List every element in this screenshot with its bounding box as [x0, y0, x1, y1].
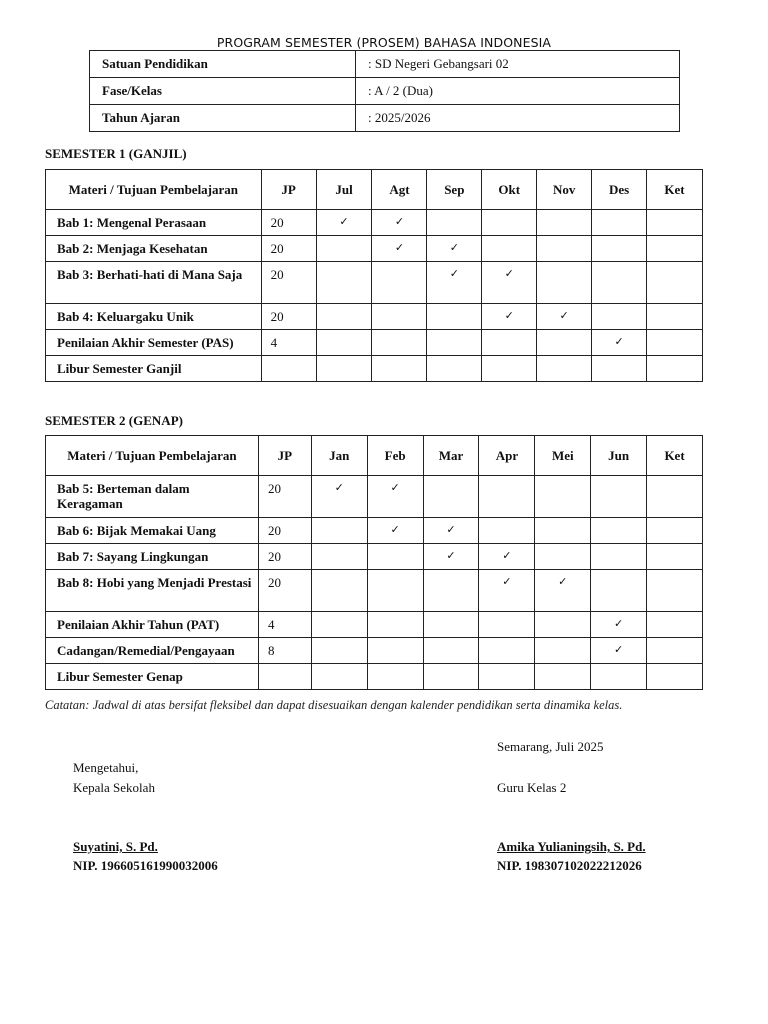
month-cell — [367, 570, 423, 612]
info-row — [90, 78, 680, 105]
month-cell — [427, 304, 482, 330]
month-cell — [592, 262, 647, 304]
teacher-name: Amika Yulianingsih, S. Pd. — [497, 839, 646, 854]
month-cell — [423, 664, 479, 690]
column-header: Jun — [591, 436, 647, 476]
month-cell — [423, 638, 479, 664]
month-cell — [535, 476, 591, 518]
checkmark-icon: ✓ — [479, 544, 535, 570]
principal-role: Kepala Sekolah — [73, 780, 155, 795]
month-cell — [535, 638, 591, 664]
jp-cell: 20 — [258, 544, 311, 570]
ket-cell — [647, 262, 703, 304]
column-header: Nov — [537, 170, 592, 210]
jp-cell: 20 — [258, 476, 311, 518]
column-header: Materi / Tujuan Pembelajaran — [46, 436, 259, 476]
checkmark-icon: ✓ — [591, 612, 647, 638]
column-header: Sep — [427, 170, 482, 210]
column-header: Jul — [316, 170, 372, 210]
month-cell — [592, 236, 647, 262]
checkmark-icon: ✓ — [427, 236, 482, 262]
table-row — [46, 304, 703, 330]
month-cell — [479, 638, 535, 664]
materi-cell: Bab 7: Sayang Lingkungan — [46, 544, 259, 570]
column-header: Mar — [423, 436, 479, 476]
checkmark-icon: ✓ — [423, 518, 479, 544]
info-row — [90, 105, 680, 132]
month-cell — [592, 304, 647, 330]
checkmark-icon: ✓ — [591, 638, 647, 664]
checkmark-icon: ✓ — [372, 236, 427, 262]
acknowledged-label: Mengetahui, — [73, 760, 139, 775]
ket-cell — [647, 518, 703, 544]
checkmark-icon: ✓ — [423, 544, 479, 570]
column-header: Agt — [372, 170, 427, 210]
column-header: Ket — [647, 170, 703, 210]
info-value: : 2025/2026 — [356, 105, 680, 132]
month-cell — [316, 330, 372, 356]
materi-cell: Bab 5: Berteman dalam Keragaman — [46, 476, 259, 518]
checkmark-icon: ✓ — [367, 518, 423, 544]
jp-cell — [261, 356, 316, 382]
jp-cell: 4 — [261, 330, 316, 356]
column-header: Feb — [367, 436, 423, 476]
column-header: Apr — [479, 436, 535, 476]
column-header: Materi / Tujuan Pembelajaran — [46, 170, 262, 210]
semester2-heading: SEMESTER 2 (GENAP) — [45, 413, 183, 428]
materi-cell: Penilaian Akhir Tahun (PAT) — [46, 612, 259, 638]
month-cell — [535, 544, 591, 570]
ket-cell — [647, 356, 703, 382]
ket-cell — [647, 330, 703, 356]
month-cell — [311, 664, 367, 690]
checkmark-icon: ✓ — [427, 262, 482, 304]
jp-cell: 8 — [258, 638, 311, 664]
month-cell — [427, 210, 482, 236]
info-label: Tahun Ajaran — [90, 105, 356, 132]
checkmark-icon: ✓ — [592, 330, 647, 356]
ket-cell — [647, 612, 703, 638]
materi-cell: Libur Semester Genap — [46, 664, 259, 690]
month-cell — [367, 664, 423, 690]
ket-cell — [647, 236, 703, 262]
month-cell — [479, 664, 535, 690]
month-cell — [591, 664, 647, 690]
jp-cell: 20 — [258, 570, 311, 612]
table-header-row — [46, 170, 703, 210]
month-cell — [592, 356, 647, 382]
month-cell — [591, 570, 647, 612]
table-row — [46, 664, 703, 690]
month-cell — [535, 664, 591, 690]
teacher-role: Guru Kelas 2 — [497, 780, 567, 795]
materi-cell: Bab 1: Mengenal Perasaan — [46, 210, 262, 236]
month-cell — [311, 544, 367, 570]
column-header: JP — [258, 436, 311, 476]
ket-cell — [647, 544, 703, 570]
table-row — [46, 236, 703, 262]
month-cell — [423, 476, 479, 518]
materi-cell: Bab 4: Keluargaku Unik — [46, 304, 262, 330]
principal-name: Suyatini, S. Pd. — [73, 839, 158, 854]
materi-cell: Bab 2: Menjaga Kesehatan — [46, 236, 262, 262]
month-cell — [367, 612, 423, 638]
column-header: JP — [261, 170, 316, 210]
materi-cell: Bab 6: Bijak Memakai Uang — [46, 518, 259, 544]
jp-cell: 4 — [258, 612, 311, 638]
semester1-table — [45, 169, 703, 382]
checkmark-icon: ✓ — [535, 570, 591, 612]
materi-cell: Penilaian Akhir Semester (PAS) — [46, 330, 262, 356]
jp-cell: 20 — [258, 518, 311, 544]
column-header: Ket — [647, 436, 703, 476]
info-row — [90, 51, 680, 78]
materi-cell: Cadangan/Remedial/Pengayaan — [46, 638, 259, 664]
table-row — [46, 518, 703, 544]
column-header: Mei — [535, 436, 591, 476]
ket-cell — [647, 638, 703, 664]
jp-cell: 20 — [261, 236, 316, 262]
month-cell — [591, 544, 647, 570]
teacher-nip: NIP. 198307102022212026 — [497, 858, 642, 873]
ket-cell — [647, 476, 703, 518]
month-cell — [427, 330, 482, 356]
ket-cell — [647, 304, 703, 330]
jp-cell: 20 — [261, 304, 316, 330]
ket-cell — [647, 570, 703, 612]
checkmark-icon: ✓ — [482, 262, 537, 304]
month-cell — [316, 304, 372, 330]
materi-cell: Bab 8: Hobi yang Menjadi Prestasi — [46, 570, 259, 612]
semester2-table — [45, 435, 703, 690]
column-header: Jan — [311, 436, 367, 476]
table-row — [46, 476, 703, 518]
month-cell — [591, 518, 647, 544]
checkmark-icon: ✓ — [537, 304, 592, 330]
checkmark-icon: ✓ — [482, 304, 537, 330]
month-cell — [535, 612, 591, 638]
month-cell — [479, 612, 535, 638]
month-cell — [537, 236, 592, 262]
materi-cell: Libur Semester Ganjil — [46, 356, 262, 382]
table-row — [46, 638, 703, 664]
month-cell — [372, 304, 427, 330]
month-cell — [372, 330, 427, 356]
ket-cell — [647, 664, 703, 690]
month-cell — [367, 638, 423, 664]
table-row — [46, 544, 703, 570]
month-cell — [537, 330, 592, 356]
checkmark-icon: ✓ — [311, 476, 367, 518]
place-date: Semarang, Juli 2025 — [497, 739, 604, 754]
table-row — [46, 612, 703, 638]
month-cell — [316, 236, 372, 262]
principal-nip: NIP. 196605161990032006 — [73, 858, 218, 873]
month-cell — [482, 210, 537, 236]
checkmark-icon: ✓ — [367, 476, 423, 518]
table-row — [46, 570, 703, 612]
month-cell — [372, 356, 427, 382]
month-cell — [482, 330, 537, 356]
month-cell — [311, 570, 367, 612]
info-value: : A / 2 (Dua) — [356, 78, 680, 105]
month-cell — [535, 518, 591, 544]
checkmark-icon: ✓ — [316, 210, 372, 236]
column-header: Des — [592, 170, 647, 210]
jp-cell: 20 — [261, 210, 316, 236]
table-row — [46, 210, 703, 236]
month-cell — [316, 262, 372, 304]
table-row — [46, 356, 703, 382]
month-cell — [427, 356, 482, 382]
month-cell — [479, 518, 535, 544]
semester1-heading: SEMESTER 1 (GANJIL) — [45, 146, 187, 161]
month-cell — [479, 476, 535, 518]
month-cell — [367, 544, 423, 570]
ket-cell — [647, 210, 703, 236]
jp-cell: 20 — [261, 262, 316, 304]
table-row — [46, 262, 703, 304]
table-header-row — [46, 436, 703, 476]
document-title: PROGRAM SEMESTER (PROSEM) BAHASA INDONESIA — [216, 35, 552, 50]
month-cell — [592, 210, 647, 236]
materi-cell: Bab 3: Berhati-hati di Mana Saja — [46, 262, 262, 304]
month-cell — [591, 476, 647, 518]
month-cell — [372, 262, 427, 304]
info-label: Satuan Pendidikan — [90, 51, 356, 78]
column-header: Okt — [482, 170, 537, 210]
month-cell — [537, 262, 592, 304]
school-info-table — [89, 50, 680, 132]
month-cell — [311, 612, 367, 638]
checkmark-icon: ✓ — [479, 570, 535, 612]
table-row — [46, 330, 703, 356]
month-cell — [311, 638, 367, 664]
info-value: : SD Negeri Gebangsari 02 — [356, 51, 680, 78]
month-cell — [537, 356, 592, 382]
month-cell — [537, 210, 592, 236]
schedule-note: Catatan: Jadwal di atas bersifat fleksibel dan dapat disesuaikan dengan kalender pendidikan serta dinamika kelas. — [45, 698, 623, 712]
info-label: Fase/Kelas — [90, 78, 356, 105]
month-cell — [482, 356, 537, 382]
month-cell — [423, 570, 479, 612]
checkmark-icon: ✓ — [372, 210, 427, 236]
jp-cell — [258, 664, 311, 690]
month-cell — [423, 612, 479, 638]
month-cell — [316, 356, 372, 382]
month-cell — [482, 236, 537, 262]
month-cell — [311, 518, 367, 544]
